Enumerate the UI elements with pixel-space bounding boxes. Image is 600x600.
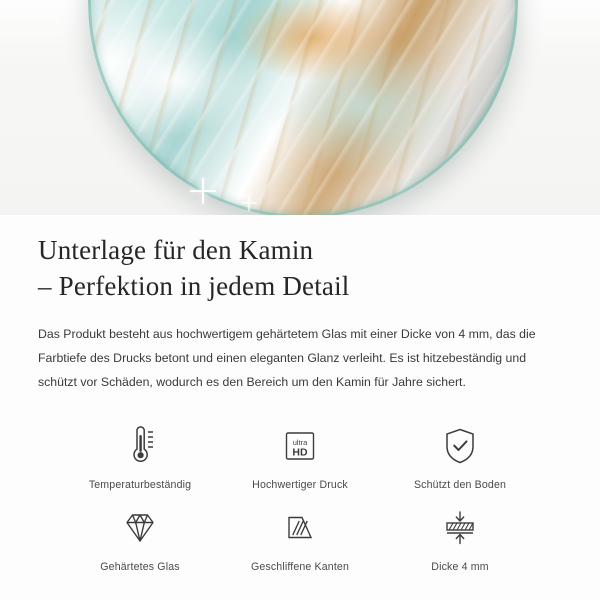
feature-item-polished-edges xyxy=(220,505,380,573)
feature-item-floor-protection xyxy=(380,423,540,491)
thermometer-icon xyxy=(120,423,160,469)
feature-label: Dicke 4 mm xyxy=(431,560,489,573)
feature-label: Temperaturbeständig xyxy=(88,478,192,491)
diamond-icon xyxy=(117,505,163,551)
feature-label: Hochwertiger Druck xyxy=(252,478,348,491)
hero-image xyxy=(0,0,600,215)
feature-item-print-quality xyxy=(220,423,380,491)
feature-label: Geschliffene Kanten xyxy=(250,560,350,573)
shield-check-icon xyxy=(438,423,482,469)
page-title xyxy=(38,233,562,305)
content-section xyxy=(0,215,600,573)
feature-item-tempered-glass xyxy=(60,505,220,573)
ultra-hd-icon xyxy=(278,423,322,469)
feature-item-thickness xyxy=(380,505,540,573)
feature-label: Gehärtetes Glas xyxy=(100,560,180,573)
svg-text:ultra: ultra xyxy=(292,437,308,447)
feature-label: Schützt den Boden xyxy=(413,478,507,491)
thickness-icon xyxy=(438,505,482,551)
polished-edges-icon xyxy=(278,505,322,551)
feature-grid xyxy=(38,423,562,573)
headline-line-1: Unterlage für den Kamin xyxy=(38,235,314,265)
headline-line-2: – Perfektion in jedem Detail xyxy=(38,270,350,301)
feature-item-temperature xyxy=(60,423,220,491)
description-paragraph: Das Produkt besteht aus hochwertigem gehärtetem Glas mit einer Dicke von 4 mm, das die Farbtiefe des Drucks betont und einen eleganten Glanz verleiht. Es ist hitzebeständig und schützt vor Schäden, wodurch es den Bereich um den Kamin für Jahre sichert. xyxy=(38,326,536,389)
svg-text:HD: HD xyxy=(292,446,308,459)
